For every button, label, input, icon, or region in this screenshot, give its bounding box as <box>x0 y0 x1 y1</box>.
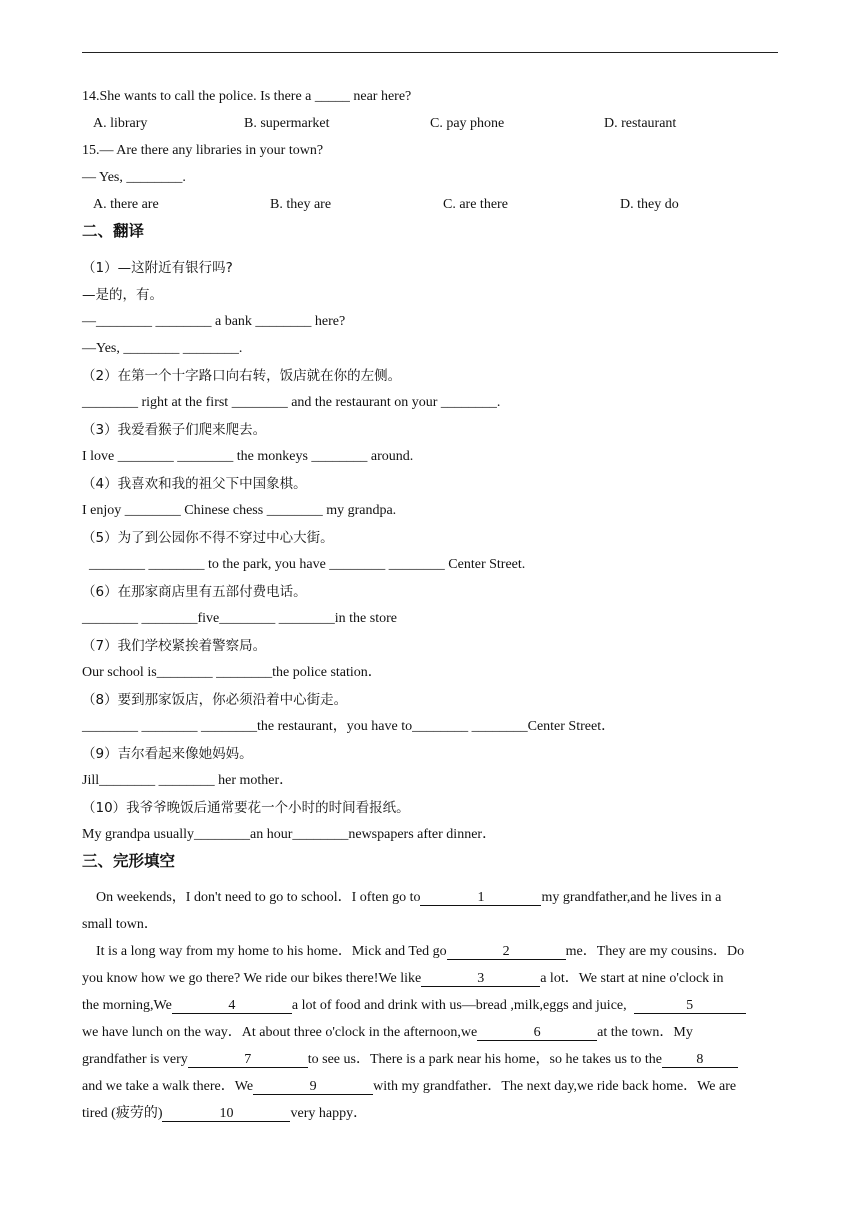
translation-7-cn: （7）我们学校紧挨着警察局。 <box>82 638 267 654</box>
q14-stem-part2: near here? <box>349 89 412 104</box>
translation-3-en: I love ________ ________ the monkeys ________ around. <box>82 449 414 464</box>
cloze-blank-1[interactable]: 1 <box>420 890 541 906</box>
translation-4-cn: （4）我喜欢和我的祖父下中国象棋。 <box>82 476 307 492</box>
cloze-line-8 <box>82 1078 782 1096</box>
cloze-blank-8[interactable]: 8 <box>662 1052 738 1068</box>
cloze-line-5 <box>82 997 782 1015</box>
header-rule <box>82 52 778 53</box>
q15-option-d[interactable]: D. they do <box>620 197 679 212</box>
translation-1-en-answer: —Yes, ________ ________. <box>82 341 243 356</box>
translation-2-en: ________ right at the first ________ and the restaurant on your ________. <box>82 395 501 410</box>
translation-9-cn: （9）吉尔看起来像她妈妈。 <box>82 746 253 762</box>
translation-9-en: Jill________ ________ her mother． <box>82 773 294 788</box>
cloze-line-1 <box>82 889 782 907</box>
question-15-stem: 15.— Are there any libraries in your town? <box>82 143 324 158</box>
cloze-line-6 <box>82 1024 782 1042</box>
cloze-line-4 <box>82 970 782 988</box>
cloze-blank-10[interactable]: 10 <box>162 1106 290 1122</box>
cloze-text: a lot of food and drink with us—bread ,milk,eggs and juice, <box>291 998 634 1013</box>
cloze-blank-7[interactable]: 7 <box>188 1052 308 1068</box>
cloze-blank-2[interactable]: 2 <box>447 944 566 960</box>
question-15-reply: — Yes, ________. <box>82 170 186 185</box>
translation-10-en: My grandpa usually________an hour________newspapers after dinner． <box>82 827 497 842</box>
section-translation-title: 二、翻译 <box>82 222 145 240</box>
cloze-blank-6[interactable]: 6 <box>477 1025 597 1041</box>
cloze-text: On weekends，I don't need to go to school．I often go to <box>82 890 421 905</box>
cloze-blank-4[interactable]: 4 <box>172 998 292 1014</box>
cloze-text: you know how we go there? We ride our bikes there!We like <box>82 971 422 986</box>
cloze-text: It is a long way from my home to his home．Mick and Ted go <box>82 944 447 959</box>
translation-3-cn: （3）我爱看猴子们爬来爬去。 <box>82 422 267 438</box>
q14-option-a[interactable]: A. library <box>93 116 148 131</box>
translation-8-cn: （8）要到那家饭店，你必须沿着中心街走。 <box>82 692 348 708</box>
translation-7-en: Our school is________ ________the police station． <box>82 665 382 680</box>
translation-5-cn: （5）为了到公园你不得不穿过中心大街。 <box>82 530 334 546</box>
cloze-blank-9[interactable]: 9 <box>253 1079 373 1095</box>
q14-option-b[interactable]: B. supermarket <box>244 116 330 131</box>
translation-6-en: ________ ________five________ ________in the store <box>82 611 397 626</box>
translation-1-en: —________ ________ a bank ________ here? <box>82 314 346 329</box>
translation-4-en: I enjoy ________ Chinese chess ________ my grandpa. <box>82 503 397 518</box>
cloze-line-9 <box>82 1105 782 1123</box>
cloze-text: with my grandfather．The next day,we ride back home．We are <box>373 1079 737 1094</box>
cloze-blank-5[interactable]: 5 <box>634 998 746 1014</box>
cloze-text: grandfather is very <box>82 1052 188 1067</box>
cloze-text: me．They are my cousins．Do <box>565 944 745 959</box>
cloze-text: the morning,We <box>82 998 172 1013</box>
q15-option-b[interactable]: B. they are <box>270 197 332 212</box>
question-14-stem <box>82 88 411 106</box>
section-cloze-title: 三、完形填空 <box>82 852 176 870</box>
cloze-text: a lot．We start at nine o'clock in <box>540 971 724 986</box>
cloze-line-3 <box>82 943 782 961</box>
cloze-text: small town． <box>82 917 158 932</box>
q14-option-d[interactable]: D. restaurant <box>604 116 677 131</box>
q15-option-a[interactable]: A. there are <box>93 197 159 212</box>
cloze-text: to see us．There is a park near his home，so he takes us to the <box>307 1052 662 1067</box>
cloze-line-7 <box>82 1051 782 1069</box>
q15-option-c[interactable]: C. are there <box>443 197 508 212</box>
cloze-text: very happy． <box>290 1106 368 1121</box>
q14-stem-part1: 14.She wants to call the police. Is there a <box>82 89 315 104</box>
cloze-blank-3[interactable]: 3 <box>421 971 540 987</box>
cloze-text: and we take a walk there．We <box>82 1079 254 1094</box>
cloze-text: tired (疲劳的) <box>82 1106 163 1121</box>
translation-5-en: ________ ________ to the park, you have ________ ________ Center Street. <box>82 557 526 572</box>
translation-10-cn: （10）我爷爷晚饭后通常要花一个小时的时间看报纸。 <box>82 800 410 816</box>
q14-blank: _____ <box>314 89 350 104</box>
translation-6-cn: （6）在那家商店里有五部付费电话。 <box>82 584 307 600</box>
translation-1-cn-answer: —是的，有。 <box>82 287 163 303</box>
translation-2-cn: （2）在第一个十字路口向右转，饭店就在你的左侧。 <box>82 368 402 384</box>
translation-1-cn: （1）—这附近有银行吗? <box>82 260 233 276</box>
cloze-text: at the town．My <box>597 1025 693 1040</box>
cloze-line-2 <box>82 916 782 934</box>
cloze-text: my grandfather,and he lives in a <box>541 890 722 905</box>
q14-option-c[interactable]: C. pay phone <box>430 116 505 131</box>
cloze-text: we have lunch on the way．At about three o'clock in the afternoon,we <box>82 1025 478 1040</box>
translation-8-en: ________ ________ ________the restaurant，you have to________ ________Center Street． <box>82 719 616 734</box>
